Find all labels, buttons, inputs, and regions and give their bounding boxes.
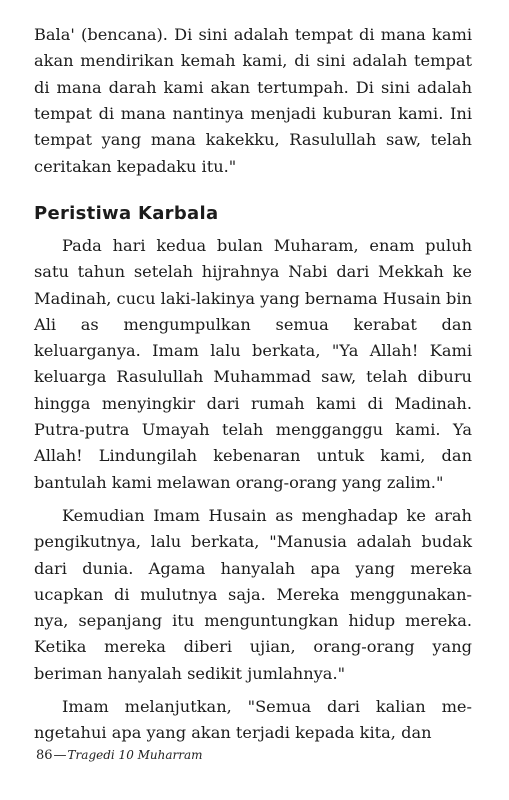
page-number: 86 [36, 748, 53, 763]
footer-dash: — [53, 748, 67, 763]
paragraph-1: Pada hari kedua bulan Muharam, enam puluh satu tahun setelah hijrahnya Nabi dari Mekkah ke Madinah, cucu laki-lakinya yang bernama Husain bin Ali as mengumpulkan semua kerabat dan keluarganya. Imam lalu berkata, "Ya Allah! Kami keluarga Rasulullah Muhammad saw, telah diburu hingga menyingkir dari rumah kami di Madinah. Putra-putra Umayah telah mengganggu kami. Ya Allah! Lindungilah kebenaran untuk kami, dan bantulah kami melawan orang-orang yang zalim." [34, 236, 472, 492]
body-text [34, 233, 472, 754]
intro-paragraph: Bala' (bencana). Di sini adalah tempat di mana kami akan mendirikan kemah kami, di sini adalah tempat di mana darah kami akan tertumpah. Di sini adalah tempat di mana nantinya menjadi kuburan kami. Ini tempat yang mana kakekku, Rasulullah saw, telah ceritakan kepadaku itu." [34, 25, 472, 176]
section-heading: Peristiwa Karbala [34, 203, 219, 224]
paragraph-3: Imam melanjutkan, "Semua dari kalian mengetahui apa yang akan terjadi kepada kita, dan [34, 697, 472, 743]
book-title: Tragedi 10 Muharram [67, 748, 203, 762]
page-footer [36, 748, 203, 763]
paragraph-2: Kemudian Imam Husain as menghadap ke arah pengikutnya, lalu berkata, "Manusia adalah budak dari dunia. Agama hanyalah apa yang mereka ucapkan di mulutnya saja. Mereka menggunakannya, sepanjang itu menguntungkan hidup mereka. Ketika mereka diberi ujian, orang-orang yang beriman hanyalah sedikit jumlahnya." [34, 505, 472, 683]
